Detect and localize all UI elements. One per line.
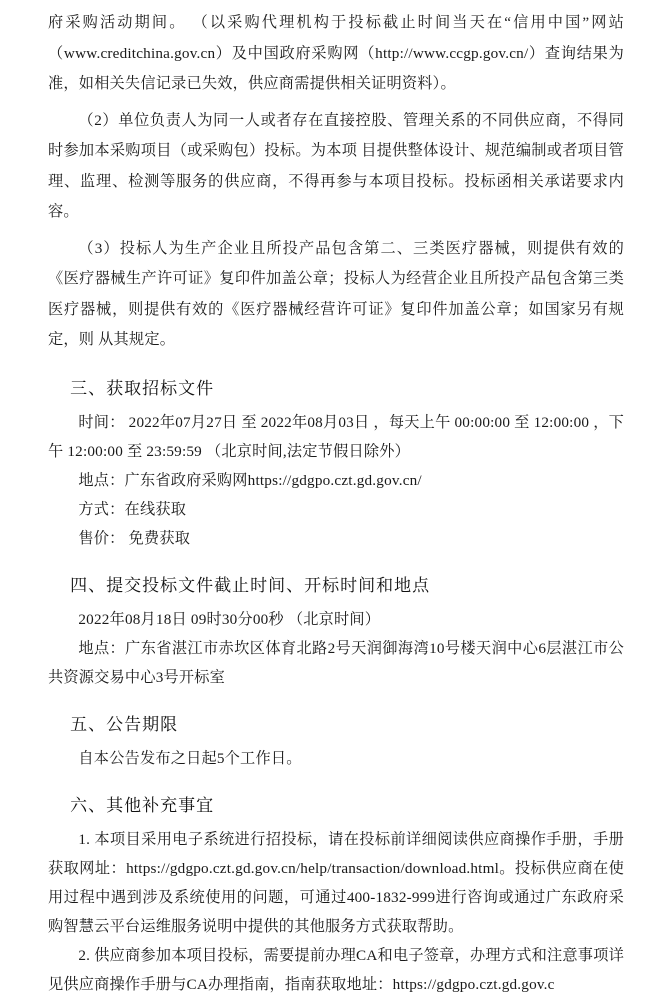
section-heading-6: 六、其他补充事宜 [70, 795, 215, 815]
section-heading-4: 四、提交投标文件截止时间、开标时间和地点 [70, 575, 431, 595]
section3-method-line: 方式：在线获取 [78, 500, 187, 518]
paragraph-item-3: （3）投标人为生产企业且所投产品包含第二、三类医疗器械，则提供有效的《医疗器械生产许可证》复印件加盖公章；投标人为经营企业且所投产品包含第三类医疗器械，则提供有效的《医疗器械经营许可证》复印件加盖公章；如国家另有规定，则 从其规定。 [48, 239, 624, 348]
section6-item-1: 1. 本项目采用电子系统进行招投标，请在投标前详细阅读供应商操作手册，手册获取网址：https://gdgpo.czt.gd.gov.cn/help/transaction/download.html。投标供应商在使用过程中遇到涉及系统使用的问题，可通过400-1832-999进行咨询或通过广东政府采购智慧云平台运维服务说明中提供的其他服务方式获取帮助。 [48, 830, 624, 935]
paragraph-item-2: （2）单位负责人为同一人或者存在直接控股、管理关系的不同供应商，不得同时参加本采购项目（或采购包）投标。为本项 目提供整体设计、规范编制或者项目管理、监理、检测等服务的供应商，不得再参与本项目投标。投标函相关承诺要求内容。 [48, 111, 624, 220]
paragraph-intro-continued: 府采购活动期间。 （以采购代理机构于投标截止时间当天在“信用中国”网站（www.creditchina.gov.cn）及中国政府采购网（http://www.ccgp.gov.cn/）查询结果为准，如相关失信记录已失效，供应商需提供相关证明资料）。 [48, 14, 624, 92]
section3-price-line: 售价： 免费获取 [78, 529, 191, 547]
section5-period-line: 自本公告发布之日起5个工作日。 [78, 749, 302, 767]
section3-time-line: 时间： 2022年07月27日 至 2022年08月03日 ，每天上午 00:00:00 至 12:00:00 ，下午 12:00:00 至 23:59:59 （北京时间,法定节假日除外） [48, 413, 624, 460]
section4-deadline-line: 2022年08月18日 09时30分00秒 （北京时间） [78, 610, 381, 628]
section4-place-line: 地点：广东省湛江市赤坎区体育北路2号天润御海湾10号楼天润中心6层湛江市公共资源交易中心3号开标室 [48, 639, 624, 686]
section-heading-3: 三、获取招标文件 [70, 378, 215, 398]
section3-place-line: 地点：广东省政府采购网https://gdgpo.czt.gd.gov.cn/ [78, 471, 422, 489]
section-heading-5: 五、公告期限 [70, 714, 179, 734]
section6-item-2: 2. 供应商参加本项目投标，需要提前办理CA和电子签章，办理方式和注意事项详见供应商操作手册与CA办理指南，指南获取地址：https://gdgpo.czt.gd.gov.c [48, 946, 624, 993]
